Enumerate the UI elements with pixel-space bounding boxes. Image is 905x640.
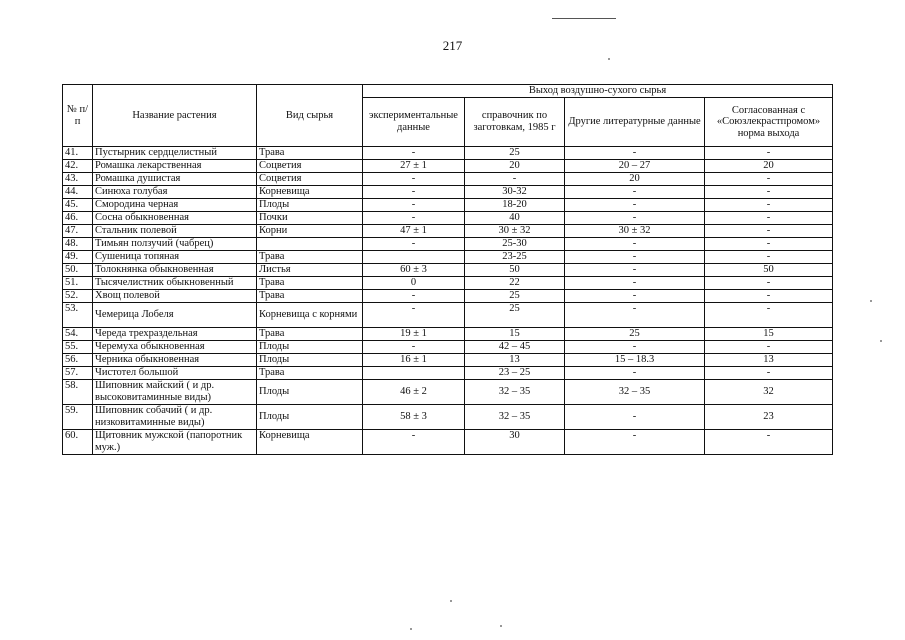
agreed-value: - [705,277,833,290]
table-row [63,264,833,277]
reference-value: 25 [465,303,565,328]
experimental-value: - [363,290,465,303]
row-num: 42. [63,160,93,173]
literature-value: 32 – 35 [565,380,705,405]
plant-yield-table [62,84,833,455]
row-num: 44. [63,186,93,199]
table-row [63,147,833,160]
literature-value: - [565,251,705,264]
literature-value: 25 [565,328,705,341]
agreed-value: - [705,238,833,251]
raw-material-type: Плоды [257,380,363,405]
experimental-value [363,251,465,264]
raw-material-type: Трава [257,328,363,341]
agreed-value: - [705,173,833,186]
plant-name: Хвощ полевой [93,290,257,303]
row-num: 53. [63,303,93,328]
experimental-value: 16 ± 1 [363,354,465,367]
table-row [63,212,833,225]
experimental-value: - [363,186,465,199]
experimental-value: - [363,173,465,186]
raw-material-type: Корневища с корнями [257,303,363,328]
raw-material-type [257,238,363,251]
col-header-literature: Другие литературные данные [565,98,705,147]
literature-value: - [565,290,705,303]
row-num: 45. [63,199,93,212]
experimental-value: 60 ± 3 [363,264,465,277]
row-num: 48. [63,238,93,251]
reference-value: 23-25 [465,251,565,264]
plant-name: Сосна обыкновенная [93,212,257,225]
reference-value: 42 – 45 [465,341,565,354]
reference-value: - [465,173,565,186]
raw-material-type: Трава [257,290,363,303]
experimental-value: - [363,430,465,455]
table-row [63,173,833,186]
group-header-yield: Выход воздушно-сухого сырья [363,85,833,98]
experimental-value: - [363,341,465,354]
literature-value: - [565,264,705,277]
reference-value: 22 [465,277,565,290]
experimental-value: - [363,212,465,225]
raw-material-type: Листья [257,264,363,277]
literature-value: - [565,147,705,160]
col-header-experimental: экспериментальные данные [363,98,465,147]
raw-material-type: Почки [257,212,363,225]
row-num: 41. [63,147,93,160]
scan-speck [870,300,872,302]
agreed-value: - [705,186,833,199]
reference-value: 30 ± 32 [465,225,565,238]
plant-name: Черника обыкновенная [93,354,257,367]
row-num: 43. [63,173,93,186]
table-row [63,199,833,212]
plant-name: Толокнянка обыкновенная [93,264,257,277]
literature-value: - [565,212,705,225]
agreed-value: 32 [705,380,833,405]
table-row [63,328,833,341]
raw-material-type: Плоды [257,341,363,354]
scan-speck [500,625,502,627]
plant-name: Сушеница топяная [93,251,257,264]
experimental-value: 27 ± 1 [363,160,465,173]
agreed-value: 23 [705,405,833,430]
reference-value: 20 [465,160,565,173]
scan-speck [608,58,610,60]
table-row [63,290,833,303]
table-row [63,354,833,367]
plant-name: Шиповник майский ( и др. высоковитаминные виды) [93,380,257,405]
experimental-value: - [363,303,465,328]
reference-value: 25 [465,290,565,303]
agreed-value: 20 [705,160,833,173]
literature-value: 15 – 18.3 [565,354,705,367]
plant-name: Тимьян ползучий (чабрец) [93,238,257,251]
plant-name: Шиповник собачий ( и др. низковитаминные виды) [93,405,257,430]
experimental-value: 46 ± 2 [363,380,465,405]
table-row [63,251,833,264]
row-num: 51. [63,277,93,290]
table-row [63,367,833,380]
agreed-value: - [705,251,833,264]
raw-material-type: Трава [257,251,363,264]
agreed-value: - [705,303,833,328]
scan-speck [880,340,882,342]
literature-value: - [565,367,705,380]
experimental-value: 58 ± 3 [363,405,465,430]
table-row [63,405,833,430]
table-row [63,380,833,405]
plant-name: Щитовник мужской (папоротник муж.) [93,430,257,455]
literature-value: - [565,277,705,290]
literature-value: - [565,303,705,328]
plant-name: Черемуха обыкновенная [93,341,257,354]
row-num: 46. [63,212,93,225]
row-num: 54. [63,328,93,341]
plant-name: Ромашка душистая [93,173,257,186]
plant-name: Тысячелистник обыкновенный [93,277,257,290]
scan-speck [450,600,452,602]
raw-material-type: Плоды [257,199,363,212]
plant-name: Ромашка лекарственная [93,160,257,173]
literature-value: - [565,186,705,199]
row-num: 49. [63,251,93,264]
reference-value: 15 [465,328,565,341]
agreed-value: 13 [705,354,833,367]
plant-name: Чемерица Лобеля [93,303,257,328]
plant-name: Стальник полевой [93,225,257,238]
literature-value: 30 ± 32 [565,225,705,238]
table-row [63,238,833,251]
reference-value: 25-30 [465,238,565,251]
table-row [63,341,833,354]
experimental-value: 19 ± 1 [363,328,465,341]
reference-value: 13 [465,354,565,367]
table-row [63,225,833,238]
col-header-agreed: Согласованная с «Союзлекрастпромом» норма выхода [705,98,833,147]
plant-name: Череда трехраздельная [93,328,257,341]
scan-speck [410,628,412,630]
agreed-value: - [705,147,833,160]
raw-material-type: Плоды [257,354,363,367]
reference-value: 50 [465,264,565,277]
table-row [63,186,833,199]
experimental-value: 0 [363,277,465,290]
row-num: 47. [63,225,93,238]
reference-value: 18-20 [465,199,565,212]
col-header-type: Вид сырья [257,85,363,147]
top-rule [552,18,616,19]
agreed-value: - [705,367,833,380]
reference-value: 40 [465,212,565,225]
literature-value: - [565,430,705,455]
reference-value: 32 – 35 [465,405,565,430]
row-num: 58. [63,380,93,405]
reference-value: 32 – 35 [465,380,565,405]
literature-value: - [565,405,705,430]
raw-material-type: Трава [257,277,363,290]
col-header-reference: справочник по заготовкам, 1985 г [465,98,565,147]
experimental-value: - [363,238,465,251]
reference-value: 25 [465,147,565,160]
experimental-value: - [363,199,465,212]
row-num: 60. [63,430,93,455]
table-row [63,277,833,290]
col-header-name: Название растения [93,85,257,147]
raw-material-type: Трава [257,147,363,160]
table-row [63,303,833,328]
row-num: 57. [63,367,93,380]
row-num: 52. [63,290,93,303]
raw-material-type: Корневища [257,186,363,199]
row-num: 56. [63,354,93,367]
raw-material-type: Трава [257,367,363,380]
literature-value: - [565,238,705,251]
agreed-value: - [705,199,833,212]
agreed-value: - [705,225,833,238]
agreed-value: - [705,430,833,455]
plant-name: Смородина черная [93,199,257,212]
experimental-value: 47 ± 1 [363,225,465,238]
agreed-value: - [705,290,833,303]
plant-name: Чистотел большой [93,367,257,380]
raw-material-type: Корневища [257,430,363,455]
reference-value: 23 – 25 [465,367,565,380]
col-header-num: № п/п [63,85,93,147]
literature-value: 20 – 27 [565,160,705,173]
agreed-value: 15 [705,328,833,341]
experimental-value: - [363,147,465,160]
agreed-value: - [705,341,833,354]
raw-material-type: Корни [257,225,363,238]
literature-value: - [565,341,705,354]
agreed-value: 50 [705,264,833,277]
raw-material-type: Плоды [257,405,363,430]
literature-value: 20 [565,173,705,186]
plant-name: Пустырник сердцелистный [93,147,257,160]
row-num: 55. [63,341,93,354]
page-number: 217 [442,38,463,53]
table-row [63,160,833,173]
table-row [63,430,833,455]
raw-material-type: Соцветия [257,160,363,173]
plant-name: Синюха голубая [93,186,257,199]
literature-value: - [565,199,705,212]
reference-value: 30-32 [465,186,565,199]
experimental-value [363,367,465,380]
row-num: 59. [63,405,93,430]
agreed-value: - [705,212,833,225]
reference-value: 30 [465,430,565,455]
raw-material-type: Соцветия [257,173,363,186]
row-num: 50. [63,264,93,277]
